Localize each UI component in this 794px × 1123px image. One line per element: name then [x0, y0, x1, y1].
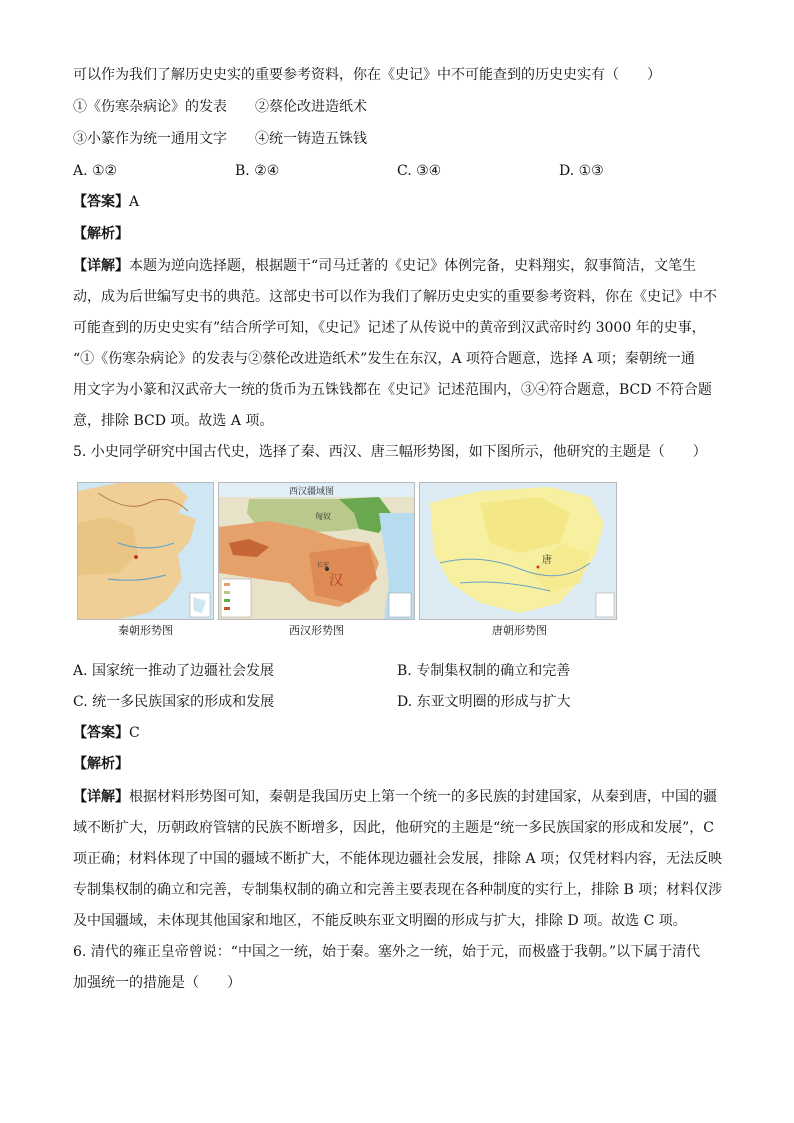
- tang-map-image: [419, 482, 617, 620]
- q5-option-d: D. 东亚文明圈的形成与扩大: [397, 694, 571, 710]
- analysis-tag: 【解析】: [73, 756, 129, 772]
- answer-tag: 【答案】: [73, 725, 129, 741]
- q4-detail-line: 意，排除 BCD 项。故选 A 项。: [73, 413, 274, 429]
- q5-detail-line: 域不断扩大，历朝政府管辖的民族不断增多，因此，他研究的主题是“统一多民族国家的形成和发展”，C: [73, 820, 715, 836]
- q5-stem: 5. 小史同学研究中国古代史，选择了秦、西汉、唐三幅形势图，如下图所示，他研究的主题是（ ）: [73, 444, 707, 460]
- q5-option-a: A. 国家统一推动了边疆社会发展: [73, 663, 275, 679]
- q4-detail-line: “①《伤寒杂病论》的发表与②蔡伦改进造纸术”发生在东汉，A 项符合题意，选择 A 项；秦朝统一通: [73, 351, 695, 367]
- q4-stem: 可以作为我们了解历史史实的重要参考资料，你在《史记》中不可能查到的历史史实有（ ）: [73, 67, 661, 83]
- detail-text: 本题为逆向选择题，根据题干“司马迁著的《史记》体例完备，史料翔实，叙事简洁，文笔生: [129, 258, 697, 274]
- q4-detail-line: 用文字为小篆和汉武帝大一统的货币为五铢钱都在《史记》记述范围内，③④符合题意，BCD 不符合题: [73, 382, 712, 398]
- q4-option-b: B. ②④: [235, 163, 280, 179]
- q5-analysis-tag: [73, 754, 129, 774]
- analysis-tag: 【解析】: [73, 226, 129, 242]
- han-xiongnu-label: 匈奴: [315, 512, 331, 521]
- qin-map-caption: 秦朝形势图: [118, 624, 173, 637]
- answer-tag: 【答案】: [73, 194, 129, 210]
- detail-text: 根据材料形势图可知，秦朝是我国历史上第一个统一的多民族的封建国家，从秦到唐，中国的疆: [129, 789, 717, 805]
- q5-detail-line: [73, 787, 717, 807]
- q5-detail-line: 专制集权制的确立和完善，专制集权制的确立和完善主要表现在各种制度的实行上，排除 B 项；材料仅涉: [73, 882, 723, 898]
- detail-tag: 【详解】: [73, 789, 129, 805]
- q4-detail-line: [73, 256, 696, 276]
- han-map-title: 西汉疆域图: [289, 487, 335, 497]
- q4-option-a: A. ①②: [73, 163, 118, 179]
- answer-value: C: [129, 725, 140, 741]
- q4-answer: [73, 192, 139, 212]
- q4-analysis-tag: [73, 224, 129, 244]
- q5-option-b: B. 专制集权制的确立和完善: [397, 663, 571, 679]
- q5-option-c: C. 统一多民族国家的形成和发展: [73, 694, 275, 710]
- q5-detail-line: 项正确；材料体现了中国的疆域不断扩大，不能体现边疆社会发展，排除 A 项；仅凭材料内容，无法反映: [73, 851, 723, 867]
- q4-detail-line: 动，成为后世编写史书的典范。这部史书可以作为我们了解历史史实的重要参考资料，你在《史记》中不: [73, 289, 717, 305]
- western-han-map-image: [218, 482, 415, 620]
- q5-answer: [73, 723, 140, 743]
- q4-items-line2: ③小篆作为统一通用文字 ④统一铸造五铢钱: [73, 131, 367, 147]
- q4-option-d: D. ①③: [559, 163, 604, 179]
- han-changan-label: 长安: [317, 562, 330, 569]
- q4-option-c: C. ③④: [397, 163, 442, 179]
- q6-stem-line2: 加强统一的措施是（ ）: [73, 975, 241, 991]
- detail-tag: 【详解】: [73, 258, 129, 274]
- qin-map-image: [77, 482, 214, 620]
- q4-detail-line: 可能查到的历史史实有”结合所学可知，《史记》记述了从传说中的黄帝到汉武帝时约 3000 年的史事，: [73, 320, 706, 336]
- q5-detail-line: 及中国疆域，未体现其他国家和地区，不能反映东亚文明圈的形成与扩大，排除 D 项。故选 C 项。: [73, 913, 687, 929]
- answer-value: A: [129, 194, 140, 210]
- han-map-caption: 西汉形势图: [289, 624, 344, 637]
- q6-stem-line1: 6. 清代的雍正皇帝曾说：“中国之一统，始于秦。塞外之一统，始于元，而极盛于我朝。”以下属于清代: [73, 944, 701, 960]
- han-label: 汉: [329, 573, 343, 589]
- q4-items-line1: ①《伤寒杂病论》的发表 ②蔡伦改进造纸术: [73, 99, 367, 115]
- tang-map-caption: 唐朝形势图: [492, 624, 547, 637]
- tang-label: 唐: [542, 555, 552, 566]
